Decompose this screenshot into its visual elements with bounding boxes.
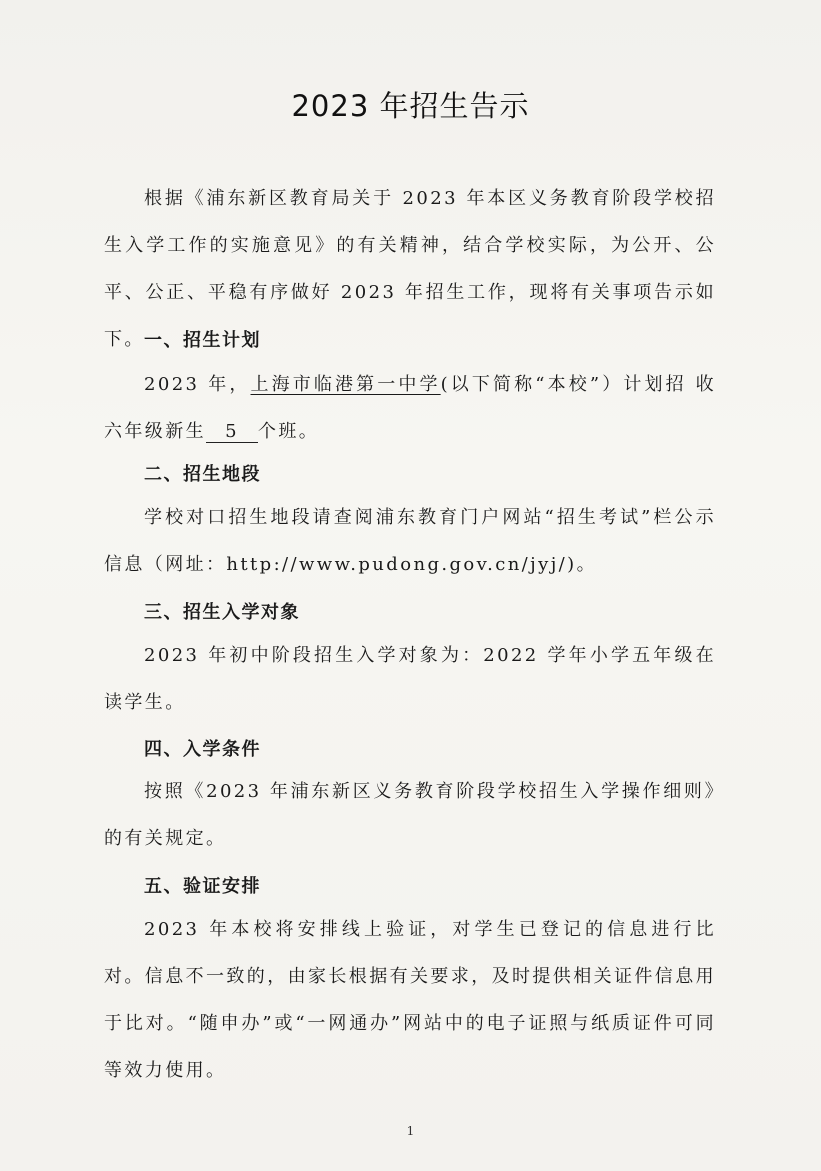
plan-text-after: 个班。 (258, 421, 320, 442)
section-heading-target: 三、招生入学对象 (144, 602, 300, 623)
section-heading-conditions: 四、入学条件 (144, 739, 261, 760)
section-heading-verification: 五、验证安排 (144, 876, 261, 897)
plan-text-before: 2023 年， (144, 374, 251, 395)
section-text-verification: 2023 年本校将安排线上验证，对学生已登记的信息进行比对。信息不一致的，由家长根据有关要求，及时提供相关证件信息用于比对。“随申办”或“一网通办”网站中的电子证照与纸质证件可同等效力使用。 (104, 919, 716, 1081)
section-text-target: 2023 年初中阶段招生入学对象为：2022 学年小学五年级在读学生。 (104, 645, 716, 713)
section-text-plan (104, 361, 716, 455)
school-name: 上海市临港第一中学 (250, 374, 441, 395)
plan-text-middle: (以下简称“本校”）计划招 收六年级新生 (104, 374, 716, 442)
class-count: 5 (206, 422, 258, 443)
section-heading-district: 二、招生地段 (144, 464, 261, 485)
section-heading-plan: 一、招生计划 (144, 330, 261, 351)
page-number: 1 (406, 1124, 415, 1138)
section-text-conditions: 按照《2023 年浦东新区义务教育阶段学校招生入学操作细则》的有关规定。 (104, 781, 716, 849)
page-title: 2023 年招生告示 (291, 89, 530, 123)
section-text-district: 学校对口招生地段请查阅浦东教育门户网站“招生考试”栏公示信息（网址：http://www.pudong.gov.cn/jyj/)。 (104, 507, 716, 575)
intro-paragraph: 根据《浦东新区教育局关于 2023 年本区义务教育阶段学校招生入学工作的实施意见》的有关精神，结合学校实际，为公开、公平、公正、平稳有序做好 2023 年招生工作，现将有关事项告示如下。 (104, 188, 716, 350)
